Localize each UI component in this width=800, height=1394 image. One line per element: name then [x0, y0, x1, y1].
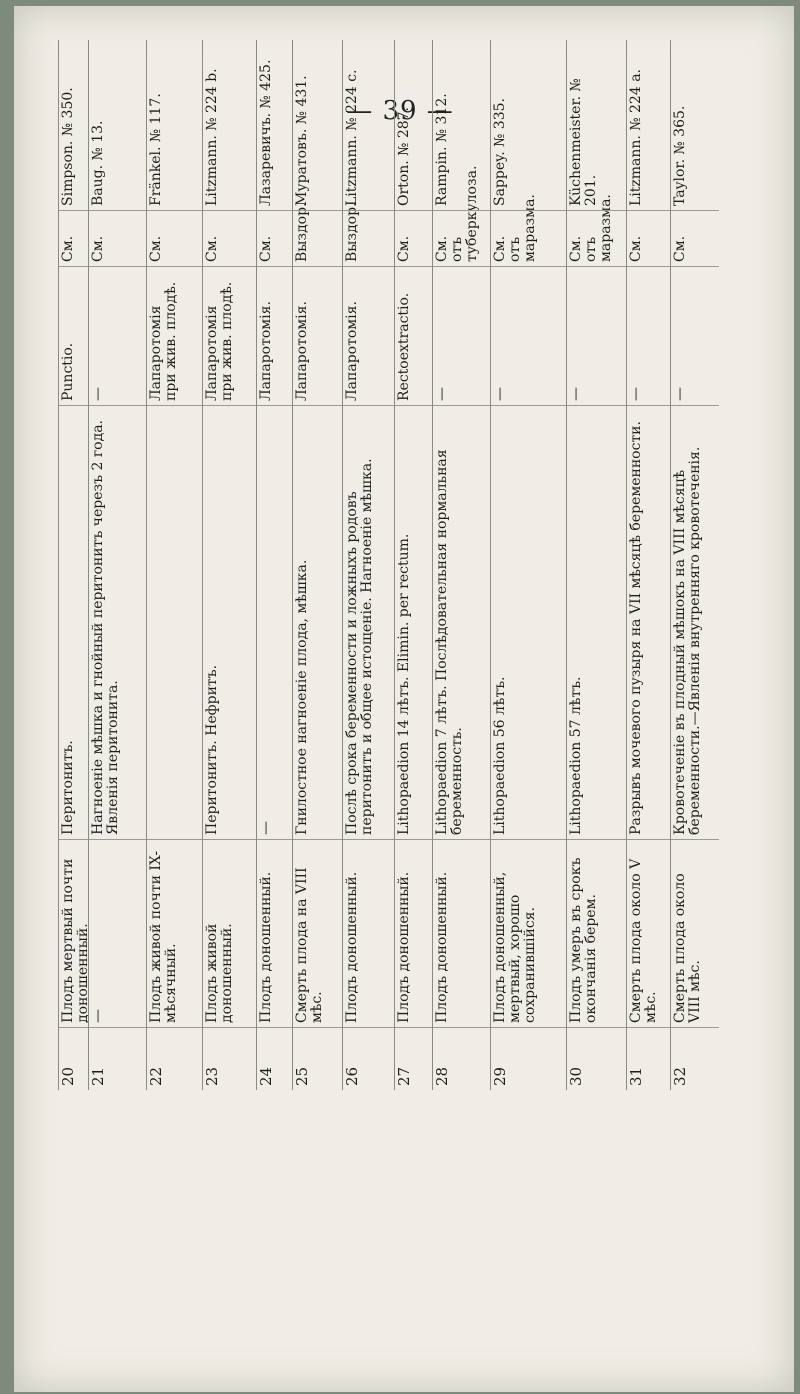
table-row	[566, 40, 627, 1090]
row-number: 22	[147, 1066, 165, 1086]
source: Sappey. № 335.	[491, 40, 567, 211]
operation: —	[491, 271, 567, 406]
row-number: 26	[343, 1066, 361, 1086]
source: Муратовъ. № 431.	[293, 40, 343, 211]
source: Orton. № 287.	[395, 40, 433, 211]
fetus-condition: Плодъ мертвый почти доношенный.	[59, 844, 89, 1028]
complications: Lithopaedion 14 лѣтъ. Elimin. per rectum.	[395, 410, 433, 840]
complications: Lithopaedion 7 лѣтъ. Послѣдовательная нормальная беременность.	[433, 410, 491, 840]
table-row	[394, 40, 433, 1090]
outcome: См.	[395, 215, 433, 267]
complications: Lithopaedion 56 лѣтъ.	[491, 410, 567, 840]
table-row	[490, 40, 567, 1090]
row-number: 31	[627, 1066, 645, 1086]
operation: Лапаротомія при жив. плодѣ.	[147, 271, 203, 406]
operation: Лапаротомія при жив. плодѣ.	[203, 271, 257, 406]
outcome: См.	[59, 215, 89, 267]
row-number: 27	[395, 1066, 413, 1086]
operation: —	[433, 271, 491, 406]
operation: Rectoextractio.	[395, 271, 433, 406]
table-row	[432, 40, 491, 1090]
source: Litzmann. № 224 c.	[343, 40, 395, 211]
outcome: См.	[257, 215, 293, 267]
fetus-condition: Плодъ доношенный.	[395, 844, 433, 1028]
fetus-condition: Плодъ доношенный.	[257, 844, 293, 1028]
row-number: 28	[433, 1066, 451, 1086]
row-number: 32	[671, 1066, 689, 1086]
fetus-condition: Плодъ доношенный.	[433, 844, 491, 1028]
outcome: См. отъ маразма.	[491, 215, 567, 267]
fetus-condition: Смерть плода на VIII мѣс.	[293, 844, 343, 1028]
fetus-condition: —	[89, 844, 147, 1028]
source: Лазаревичъ. № 425.	[257, 40, 293, 211]
source: Litzmann. № 224 b.	[203, 40, 257, 211]
complications: Гнилостное нагноеніе плода, мѣшка.	[293, 410, 343, 840]
source: Taylor. № 365.	[671, 40, 719, 211]
complications: Разрывъ мочевого пузыря на VII мѣсяцѣ беременности.	[627, 410, 671, 840]
page-number: — 39 —	[346, 96, 454, 126]
operation: —	[89, 271, 147, 406]
table-row	[202, 40, 257, 1090]
complications: Нагноеніе мѣшка и гнойный перитонитъ черезъ 2 года. Явленія перитонита.	[89, 410, 147, 840]
source: Simpson. № 350.	[59, 40, 89, 211]
fetus-condition: Плодъ живой почти IX-мѣсячный.	[147, 844, 203, 1028]
fetus-condition: Смерть плода около V мѣс.	[627, 844, 671, 1028]
table-row	[88, 40, 147, 1090]
row-number: 23	[203, 1066, 221, 1086]
outcome: См.	[147, 215, 203, 267]
outcome: См.	[671, 215, 719, 267]
source: Baug. № 13.	[89, 40, 147, 211]
row-number: 24	[257, 1066, 275, 1086]
complications: Lithopaedion 57 лѣтъ.	[567, 410, 627, 840]
source: Litzmann. № 224 a.	[627, 40, 671, 211]
complications: Послѣ срока беременности и ложныхъ родовъ перитонитъ и общее истощеніе. Нагноеніе мѣшка.	[343, 410, 395, 840]
fetus-condition: Плодъ умеръ въ срокъ окончанія берем.	[567, 844, 627, 1028]
operation: Лапаротомія.	[293, 271, 343, 406]
row-number: 20	[59, 1066, 77, 1086]
table-row	[292, 40, 343, 1090]
table-row	[670, 40, 719, 1090]
operation: —	[567, 271, 627, 406]
operation: Лапаротомія.	[343, 271, 395, 406]
complications	[147, 410, 203, 840]
table-row	[146, 40, 203, 1090]
complications: —	[257, 410, 293, 840]
outcome: См.	[89, 215, 147, 267]
operation: —	[627, 271, 671, 406]
fetus-condition: Плодъ живой доношенный.	[203, 844, 257, 1028]
operation: Лапаротомія.	[257, 271, 293, 406]
row-number: 30	[567, 1066, 585, 1086]
outcome: Выздор.	[343, 215, 395, 267]
source: Fränkel. № 117.	[147, 40, 203, 211]
table-row	[342, 40, 395, 1090]
table-row	[626, 40, 671, 1090]
row-number: 29	[491, 1066, 509, 1086]
table-row	[58, 40, 89, 1090]
fetus-condition: Плодъ доношенный.	[343, 844, 395, 1028]
complications: Кровотеченіе въ плодный мѣшокъ на VIII мѣсяцѣ беременности.—Явленія внутренняго кровотеченія.	[671, 410, 719, 840]
table-row	[256, 40, 293, 1090]
rotated-table	[58, 40, 718, 1090]
fetus-condition: Плодъ доношенный, мертвый, хорошо сохранившійся.	[491, 844, 567, 1028]
row-number: 21	[89, 1066, 107, 1086]
outcome: См.	[627, 215, 671, 267]
fetus-condition: Смерть плода около VIII мѣс.	[671, 844, 719, 1028]
operation: —	[671, 271, 719, 406]
source: Küchenmeister. № 201.	[567, 40, 627, 211]
row-number: 25	[293, 1066, 311, 1086]
outcome: См.	[203, 215, 257, 267]
operation: Punctio.	[59, 271, 89, 406]
outcome: См. отъ туберкулоза.	[433, 215, 491, 267]
outcome: См. отъ маразма.	[567, 215, 627, 267]
source: Rampin. № 312.	[433, 40, 491, 211]
outcome: Выздор.	[293, 215, 343, 267]
complications: Перитонитъ. Нефритъ.	[203, 410, 257, 840]
complications: Перитонитъ.	[59, 410, 89, 840]
